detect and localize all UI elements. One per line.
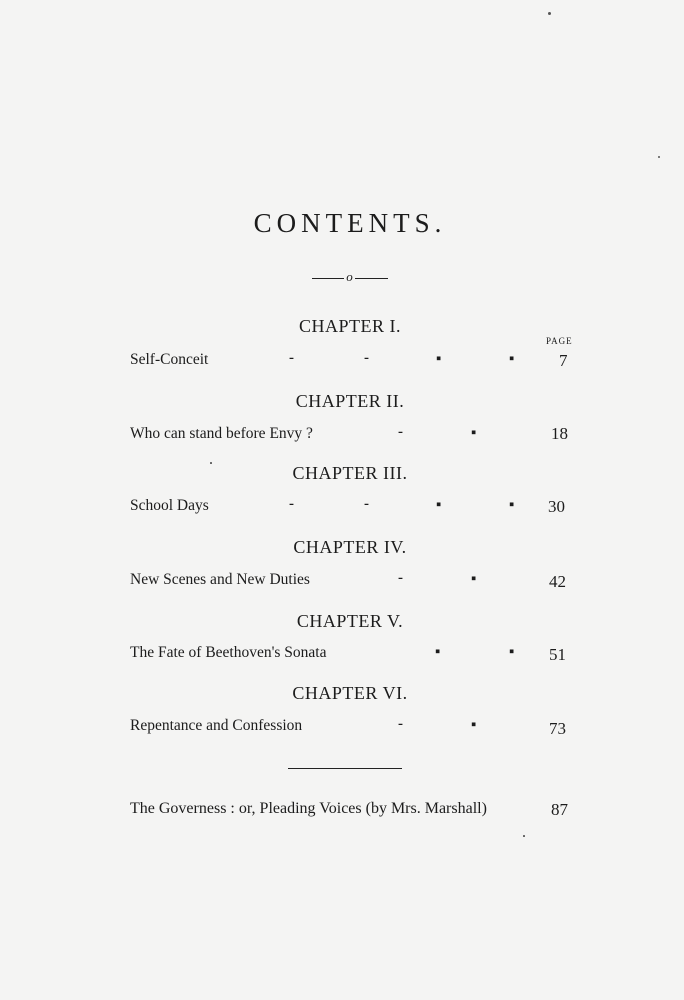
chapter-heading: CHAPTER VI.	[292, 683, 408, 703]
leader-dot: ▪	[509, 351, 515, 367]
chapter-heading: CHAPTER V.	[296, 611, 404, 631]
leader-dot: -	[289, 350, 294, 366]
page-number: 30	[548, 497, 565, 516]
leader-dot: -	[289, 496, 294, 512]
leader-dot: ▪	[436, 497, 442, 513]
chapter-heading: CHAPTER III.	[292, 463, 408, 483]
leader-dot: -	[364, 350, 369, 366]
chapter-title: Repentance and Confession	[130, 717, 303, 734]
page-number: 42	[549, 572, 566, 591]
leader-dot: ▪	[509, 497, 515, 513]
chapter-title: Who can stand before Envy ?	[130, 425, 313, 442]
leader-dot: -	[398, 716, 403, 732]
page-number: 87	[551, 800, 568, 819]
chapter-title: School Days	[130, 497, 209, 514]
leader-dot: -	[364, 496, 369, 512]
section-rule	[288, 768, 402, 769]
ornament-line-left	[312, 278, 344, 279]
page-column-label: PAGE	[546, 336, 573, 346]
leader-dot: ▪	[509, 644, 515, 660]
title-ornament	[312, 267, 388, 287]
chapter-heading: CHAPTER I.	[298, 316, 401, 336]
chapter-heading: CHAPTER IV.	[293, 537, 407, 557]
ornament-line-right	[355, 278, 388, 279]
ornament-letter: o	[346, 269, 353, 284]
chapter-title: Self-Conceit	[130, 351, 209, 368]
page-number: 51	[549, 645, 566, 664]
leader-dot: -	[398, 570, 403, 586]
leader-dot: ▪	[435, 644, 441, 660]
chapter-title: The Fate of Beethoven's Sonata	[130, 644, 327, 661]
page-title: CONTENTS.	[253, 208, 447, 238]
leader-dot: ▪	[471, 425, 477, 441]
page-number: 18	[551, 424, 568, 443]
print-speck	[658, 156, 660, 158]
page-number: 73	[549, 719, 566, 738]
chapter-heading: CHAPTER II.	[295, 391, 405, 411]
page-number: 7	[559, 351, 568, 370]
print-speck	[523, 835, 525, 837]
leader-dot: -	[398, 424, 403, 440]
print-speck	[548, 12, 551, 15]
appendix-entry: The Governess : or, Pleading Voices (by Mrs. Marshall)	[130, 800, 487, 817]
leader-dot: ▪	[436, 351, 442, 367]
chapter-title: New Scenes and New Duties	[130, 571, 310, 588]
leader-dot: ▪	[471, 717, 477, 733]
leader-dot: ▪	[471, 571, 477, 587]
